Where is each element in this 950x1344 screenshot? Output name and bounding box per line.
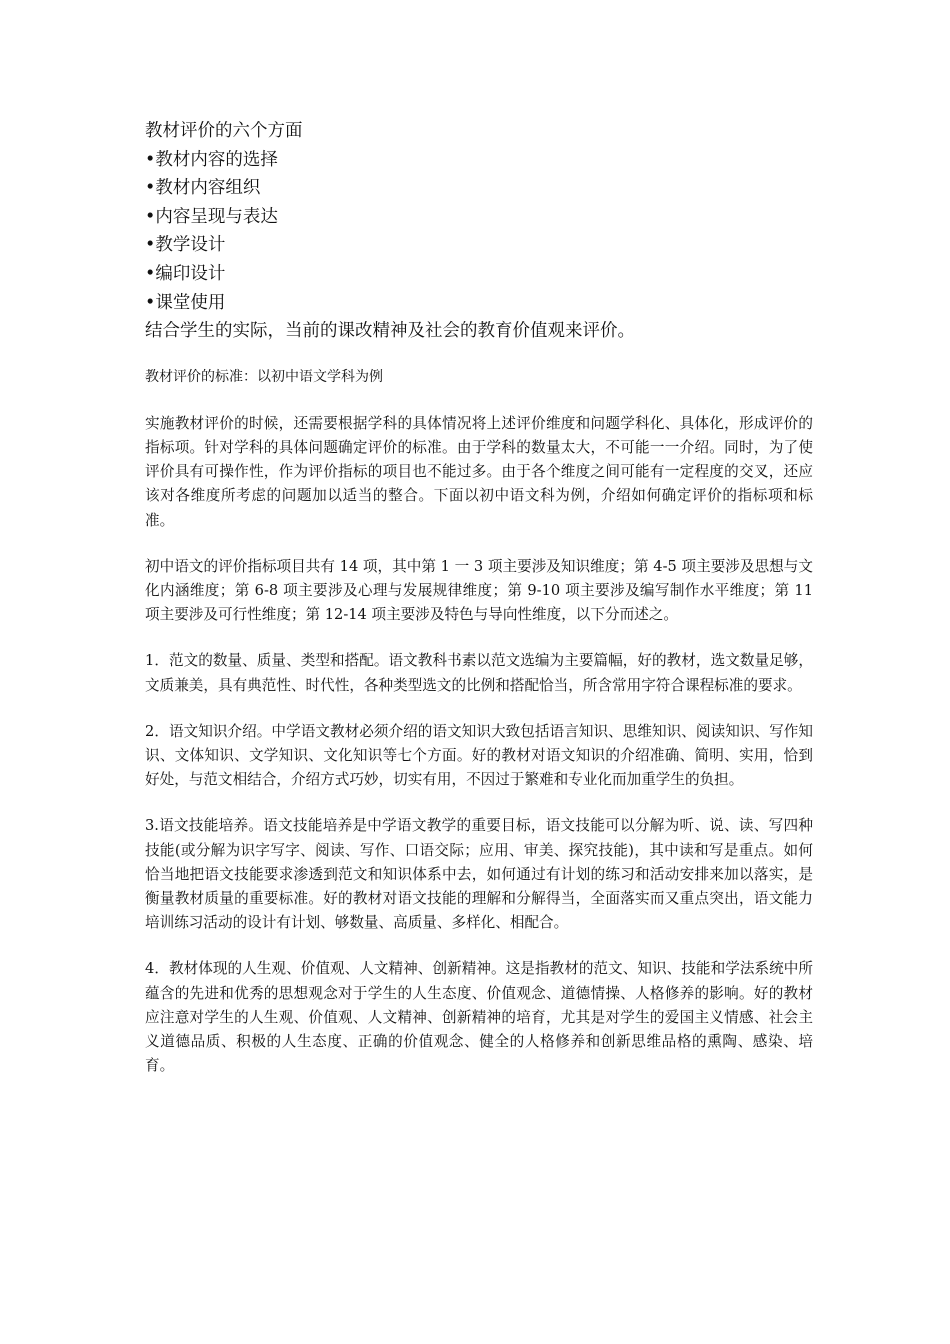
aspect-item: •内容呈现与表达 — [145, 206, 278, 227]
paragraph-intro: 实施教材评价的时候，还需要根据学科的具体情况将上述评价维度和问题学科化、具体化，形成评价的指标项。针对学科的具体问题确定评价的标准。由于学科的数量太大，不可能一一介绍。同时，为了使评价具有可操作性，作为评价指标的项目也不能过多。由于各个维度之间可能有一定程度的交叉，还应该对各维度所考虑的问题加以适当的整合。下面以初中语文科为例，介绍如何确定评价的指标项和标准。 — [145, 414, 813, 529]
paragraph-item-4: 4．教材体现的人生观、价值观、人文精神、创新精神。这是指教材的范文、知识、技能和学法系统中所蕴含的先进和优秀的思想观念对于学生的人生态度、价值观念、道德情操、人格修养的影响。好的教材应注意对学生的人生观、价值观、人文精神、创新精神的培育，尤其是对学生的爱国主义情感、社会主义道德品质、积极的人生态度、正确的价值观念、健全的人格修养和创新思维品格的熏陶、感染、培育。 — [145, 960, 813, 1075]
summary-line: 结合学生的实际，当前的课改精神及社会的教育价值观来评价。 — [145, 321, 635, 342]
section-title: 教材评价的六个方面 — [145, 121, 303, 141]
paragraph-item-3: 3.语文技能培养。语文技能培养是中学语文教学的重要目标，语文技能可以分解为听、说、读、写四种技能(或分解为识字写字、阅读、写作、口语交际；应用、审美、探究技能)，其中读和写是重点。如何恰当地把语文技能要求渗透到范文和知识体系中去，如何通过有计划的练习和活动安排来加以落实，是衡量教材质量的重要标准。好的教材对语文技能的理解和分解得当，全面落实而又重点突出，语文能力培训练习活动的设计有计划、够数量、高质量、多样化、相配合。 — [145, 817, 813, 932]
standards-subtitle: 教材评价的标准：以初中语文学科为例 — [145, 368, 383, 385]
aspect-item: •教学设计 — [145, 235, 226, 256]
document-page — [145, 117, 813, 1100]
aspect-item: •教材内容的选择 — [145, 149, 278, 170]
aspect-item: •课堂使用 — [145, 292, 226, 313]
aspect-item: •编印设计 — [145, 263, 226, 284]
paragraph-item-2: 2．语文知识介绍。中学语文教材必须介绍的语文知识大致包括语言知识、思维知识、阅读知识、写作知识、文体知识、文学知识、文化知识等七个方面。好的教材对语文知识的介绍准确、简明、实用，恰到好处，与范文相结合，介绍方式巧妙，切实有用，不因过于繁难和专业化而加重学生的负担。 — [145, 722, 813, 789]
paragraph-item-1: 1．范文的数量、质量、类型和搭配。语文教科书素以范文选编为主要篇幅，好的教材，选文数量足够，文质兼美，具有典范性、时代性，各种类型选文的比例和搭配恰当，所含常用字符合课程标准的要求。 — [145, 652, 813, 694]
aspect-item: •教材内容组织 — [145, 178, 261, 199]
aspects-block — [145, 117, 813, 346]
paragraph-indicators: 初中语文的评价指标项目共有 14 项，其中第 1 一 3 项主要涉及知识维度；第 4-5 项主要涉及思想与文化内涵维度；第 6-8 项主要涉及心理与发展规律维度；第 9-10 项主要涉及编写制作水平维度；第 11 项主要涉及可行性维度；第 12-14 项主要涉及特色与导向性维度，以下分而述之。 — [145, 557, 813, 624]
